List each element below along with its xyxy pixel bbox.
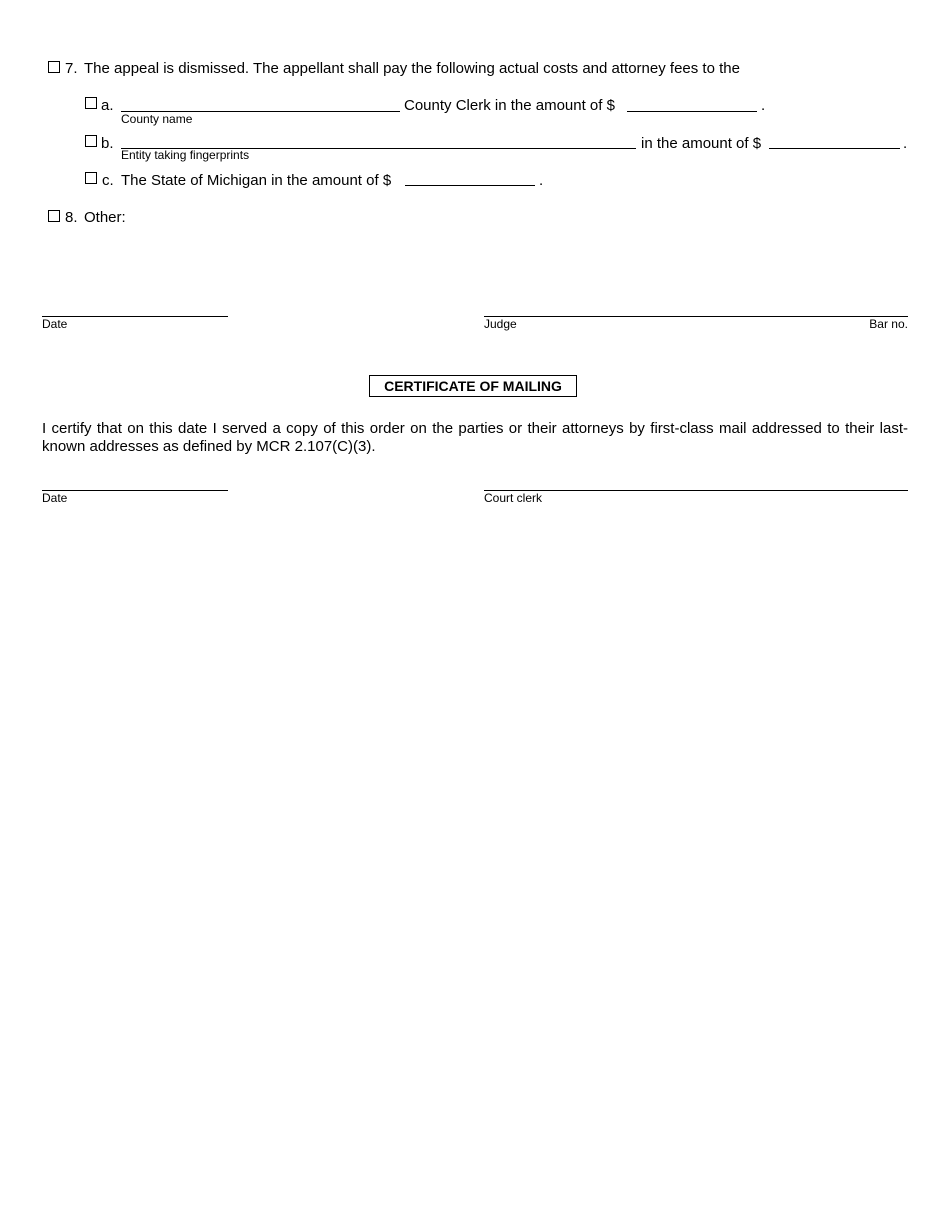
item-7-text: The appeal is dismissed. The appellant shall pay the following actual costs and attorney fees to the — [84, 60, 740, 77]
item-7a-suffix: County Clerk in the amount of $ — [404, 97, 615, 114]
judge-signature-line[interactable] — [484, 316, 908, 317]
item-7b-period: . — [903, 135, 908, 152]
item-7b-amount-field[interactable] — [769, 148, 900, 149]
bar-no-label: Bar no. — [869, 317, 908, 331]
item-7b-suffix: in the amount of $ — [641, 135, 762, 152]
item-7-checkbox[interactable] — [48, 61, 60, 73]
item-7-number: 7. — [65, 60, 78, 77]
item-7b-letter: b. — [101, 135, 114, 152]
item-7b-checkbox[interactable] — [85, 135, 97, 147]
court-clerk-label: Court clerk — [484, 491, 543, 505]
item-8-text: Other: — [84, 209, 126, 226]
certificate-date-line[interactable] — [42, 490, 228, 491]
certificate-text: I certify that on this date I served a copy of this order on the parties or their attorneys by first-class mail addressed to their last-known addresses as defined by MCR 2.107(C)(3). — [42, 420, 908, 455]
item-7a-period: . — [761, 97, 766, 114]
certificate-title: CERTIFICATE OF MAILING — [369, 375, 577, 397]
item-7a-letter: a. — [101, 97, 114, 114]
date-signature-line[interactable] — [42, 316, 228, 317]
item-8-checkbox[interactable] — [48, 210, 60, 222]
item-7a-checkbox[interactable] — [85, 97, 97, 109]
item-8-number: 8. — [65, 209, 78, 226]
item-7a-amount-field[interactable] — [627, 111, 757, 112]
county-name-caption: County name — [121, 112, 193, 126]
date-label: Date — [42, 317, 68, 331]
item-7c-letter: c. — [102, 172, 114, 189]
item-7c-period: . — [539, 172, 544, 189]
certificate-date-label: Date — [42, 491, 68, 505]
entity-caption: Entity taking fingerprints — [121, 148, 250, 162]
item-7c-checkbox[interactable] — [85, 172, 97, 184]
item-7c-text: The State of Michigan in the amount of $ — [121, 172, 392, 189]
court-clerk-signature-line[interactable] — [484, 490, 908, 491]
judge-label: Judge — [484, 317, 517, 331]
item-7c-amount-field[interactable] — [405, 185, 535, 186]
